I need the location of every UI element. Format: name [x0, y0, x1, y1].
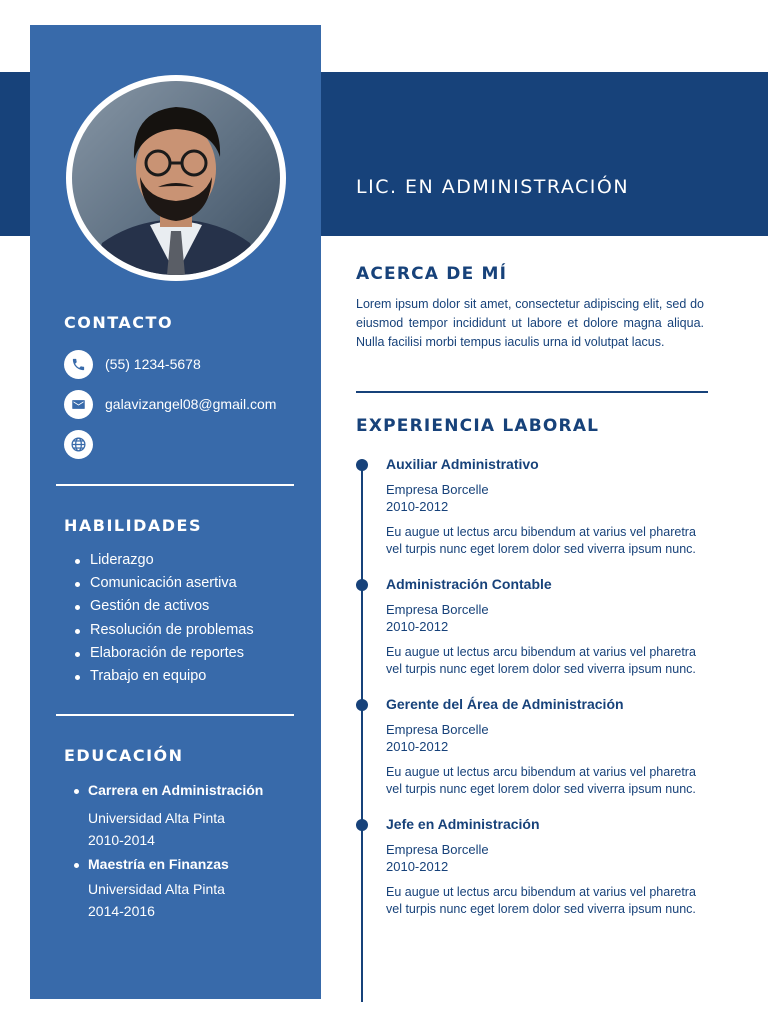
education-years: 2014-2016	[88, 902, 155, 919]
education-heading: EDUCACIÓN	[64, 746, 184, 765]
job-description-line: Eu augue ut lectus arcu bibendum at varius vel pharetra	[386, 645, 696, 659]
job-years: 2010-2012	[386, 859, 449, 874]
skills-list	[90, 549, 254, 688]
timeline-dot	[356, 459, 368, 471]
job-years: 2010-2012	[386, 619, 449, 634]
about-text: Lorem ipsum dolor sit amet, consectetur adipiscing elit, sed do eiusmod tempor incididunt ut labore et dolore magna aliqua. Nulla facilisi morbi tempus iaculis urna id volutpat lacus.	[356, 297, 704, 349]
education-years: 2010-2014	[88, 831, 155, 848]
phone-number: (55) 1234-5678	[105, 356, 201, 372]
profile-photo	[72, 81, 280, 275]
sidebar	[30, 25, 321, 999]
job-years: 2010-2012	[386, 499, 449, 514]
email-icon	[64, 390, 93, 419]
timeline-dot	[356, 699, 368, 711]
about-heading: ACERCA DE MÍ	[356, 264, 508, 284]
experience-item	[386, 696, 716, 798]
job-role: Gerente del Área de Administración	[386, 696, 624, 712]
job-role: Jefe en Administración	[386, 816, 540, 832]
education-degree: Maestría en Finanzas	[88, 856, 229, 872]
job-years: 2010-2012	[386, 739, 449, 754]
job-description-line: vel turpis nunc eget lorem dolor sed viverra ipsum nunc.	[386, 662, 696, 676]
job-company: Empresa Borcelle	[386, 482, 489, 497]
education-item	[88, 856, 229, 922]
job-description-line: Eu augue ut lectus arcu bibendum at varius vel pharetra	[386, 885, 696, 899]
education-item	[88, 782, 263, 851]
timeline-dot	[356, 819, 368, 831]
divider	[56, 714, 294, 716]
job-role: Administración Contable	[386, 576, 552, 592]
email-address: galavizangel08@gmail.com	[105, 396, 277, 412]
job-description-line: vel turpis nunc eget lorem dolor sed viverra ipsum nunc.	[386, 782, 696, 796]
timeline-line	[361, 466, 363, 1002]
phone-icon	[64, 350, 93, 379]
divider	[356, 391, 708, 393]
skill-item: Comunicación asertiva	[90, 572, 254, 595]
profile-photo-frame	[66, 75, 286, 281]
job-role: Auxiliar Administrativo	[386, 456, 539, 472]
experience-item	[386, 816, 716, 918]
job-company: Empresa Borcelle	[386, 722, 489, 737]
skill-item: Gestión de activos	[90, 595, 254, 618]
skill-item: Resolución de problemas	[90, 619, 254, 642]
globe-icon	[64, 430, 93, 459]
experience-heading: EXPERIENCIA LABORAL	[356, 416, 600, 436]
skill-item: Trabajo en equipo	[90, 665, 254, 688]
job-description-line: Eu augue ut lectus arcu bibendum at varius vel pharetra	[386, 525, 696, 539]
job-company: Empresa Borcelle	[386, 842, 489, 857]
timeline-dot	[356, 579, 368, 591]
job-description-line: vel turpis nunc eget lorem dolor sed viverra ipsum nunc.	[386, 542, 696, 556]
experience-item	[386, 576, 716, 678]
divider	[56, 484, 294, 486]
contact-heading: CONTACTO	[64, 313, 174, 332]
job-description-line: vel turpis nunc eget lorem dolor sed viverra ipsum nunc.	[386, 902, 696, 916]
skill-item: Elaboración de reportes	[90, 642, 254, 665]
portrait-illustration	[72, 81, 280, 275]
education-degree: Carrera en Administración	[88, 782, 264, 798]
job-description-line: Eu augue ut lectus arcu bibendum at varius vel pharetra	[386, 765, 696, 779]
education-school: Universidad Alta Pinta	[88, 881, 225, 897]
education-school: Universidad Alta Pinta	[88, 810, 225, 826]
skills-heading: HABILIDADES	[64, 516, 202, 535]
job-title: LIC. EN ADMINISTRACIÓN	[356, 176, 630, 198]
experience-item	[386, 456, 716, 558]
skill-item: Liderazgo	[90, 549, 254, 572]
job-company: Empresa Borcelle	[386, 602, 489, 617]
